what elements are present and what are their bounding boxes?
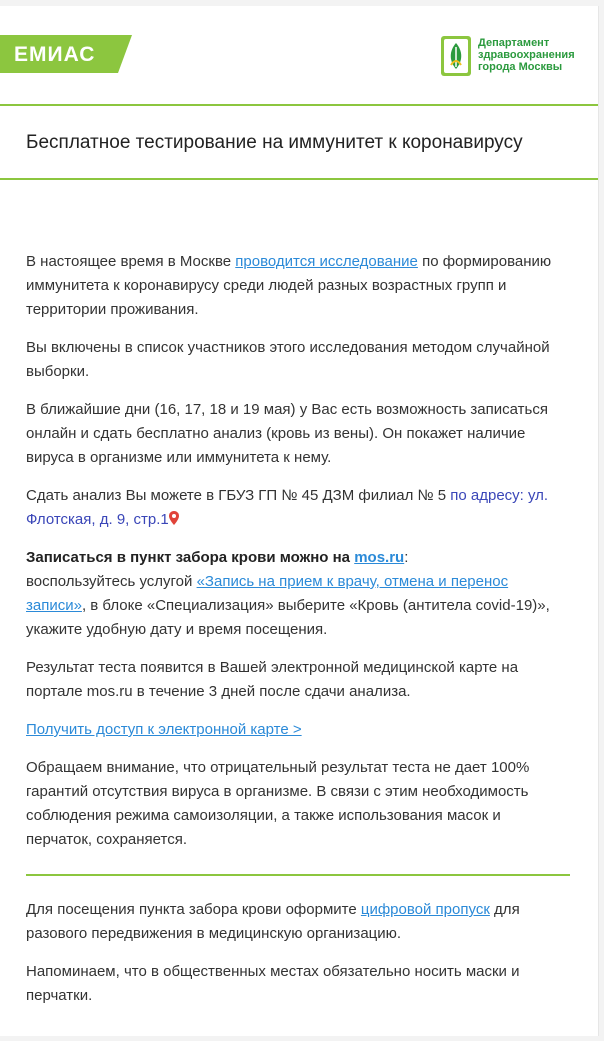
paragraph-masks: Напоминаем, что в общественных местах обязательно носить маски и перчатки. <box>26 963 520 1004</box>
p1-before: В настоящее время в Москве <box>26 253 236 270</box>
section-divider <box>26 874 570 876</box>
digital-pass-link[interactable]: цифровой пропуск <box>360 901 490 918</box>
medical-card-access-link[interactable]: Получить доступ к электронной карте > <box>26 721 302 738</box>
dept-emblem-icon <box>440 35 472 77</box>
paragraph-participants: Вы включены в список участников этого исследования методом случайной выборки. <box>26 339 550 380</box>
p1-after: по формированию иммунитета к коронавирусу среди людей разных возрастных групп и территории проживания. <box>26 253 552 318</box>
signup-colon: : <box>404 549 409 566</box>
p8-after: для разового передвижения в медицинскую организацию. <box>26 901 520 942</box>
moscow-health-dept-logo[interactable] <box>440 35 590 79</box>
paragraph-research <box>26 250 570 322</box>
emias-logo[interactable] <box>0 35 132 73</box>
appointment-service-link[interactable]: «Запись на прием к врачу, отмена и перенос записи» <box>26 573 509 614</box>
email-header <box>0 6 598 106</box>
mos-ru-link[interactable]: mos.ru <box>354 549 405 566</box>
email-card <box>0 6 599 1036</box>
signup-bold: Записаться в пункт забора крови можно на <box>26 549 355 566</box>
paragraph-access <box>26 718 570 742</box>
location-pin-icon[interactable] <box>169 511 179 525</box>
paragraph-result: Результат теста появится в Вашей электронной медицинской карте на портале mos.ru в течение 3 дней после сдачи анализа. <box>26 659 519 700</box>
paragraph-warning: Обращаем внимание, что отрицательный результат теста не дает 100% гарантий отсутствия вируса в организме. В связи с этим необходимость соблюдения режима самоизоляции, а также использования масок и перчаток, сохраняется. <box>26 759 530 848</box>
paragraph-dates: В ближайшие дни (16, 17, 18 и 19 мая) у Вас есть возможность записаться онлайн и сдать бесплатно анализ (кровь из вены). Он покажет наличие вируса в организме или иммунитета к нему. <box>26 401 548 466</box>
dept-name-line2: здравоохранения <box>478 49 575 61</box>
email-title: Бесплатное тестирование на иммунитет к коронавирусу <box>26 132 523 153</box>
title-band <box>0 106 598 180</box>
research-link[interactable]: проводится исследование <box>235 253 418 270</box>
dept-name-line3: города Москвы <box>478 61 563 73</box>
p4-before: Сдать анализ Вы можете в ГБУЗ ГП № 45 ДЗМ филиал № 5 <box>26 487 451 504</box>
dept-name-line1: Департамент <box>478 37 550 49</box>
p5-line2-after: , в блоке «Специализация» выберите «Кровь (антитела covid-19)», укажите удобную дату и время посещения. <box>26 597 550 638</box>
paragraph-address <box>26 484 570 532</box>
paragraph-signup <box>26 546 570 642</box>
email-body <box>0 180 598 1008</box>
p5-line2-before: воспользуйтесь услугой <box>26 573 197 590</box>
address-link[interactable]: по адресу: ул. Флотская, д. 9, стр.1 <box>26 487 549 528</box>
p8-before: Для посещения пункта забора крови оформите <box>26 901 361 918</box>
paragraph-pass <box>26 898 570 946</box>
emias-logo-text: ЕМИАС <box>14 43 96 66</box>
dept-name <box>478 37 588 73</box>
